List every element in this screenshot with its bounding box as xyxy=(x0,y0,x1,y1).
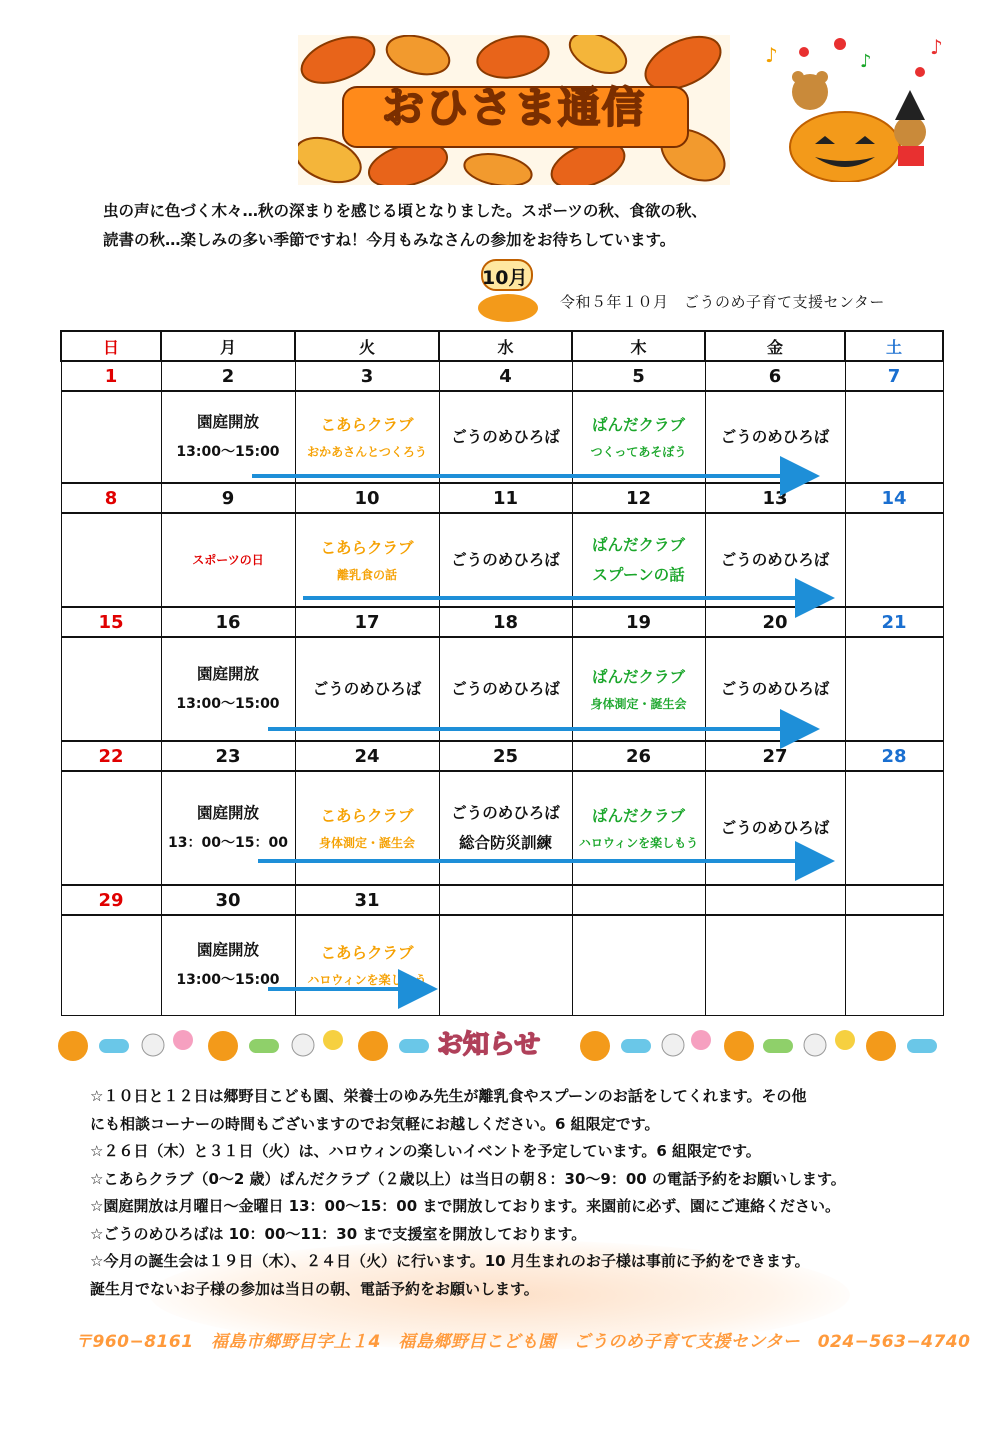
activity-cell xyxy=(61,513,161,607)
date-row xyxy=(61,885,943,915)
candy-icon xyxy=(249,1039,279,1053)
date-cell: 29 xyxy=(61,885,161,915)
activity-cell xyxy=(705,513,845,607)
activity-cell xyxy=(295,915,439,1015)
date-cell: 16 xyxy=(161,607,295,637)
activity-cell xyxy=(161,915,295,1015)
event-label: ごうのめひろば xyxy=(720,428,830,446)
weekday-cell: 日 xyxy=(61,331,161,361)
candy-icon xyxy=(621,1039,651,1053)
pumpkin-icon xyxy=(358,1031,388,1061)
event-label: ごうのめひろば xyxy=(451,428,560,446)
ghost-icon xyxy=(662,1034,684,1056)
pumpkin-icon xyxy=(208,1031,238,1061)
date-cell: 26 xyxy=(572,741,705,771)
date-row xyxy=(61,483,943,513)
lollipop-icon xyxy=(323,1030,343,1050)
event-label: おかあさんとつくろう xyxy=(307,445,427,459)
note-line: ☆１０日と１２日は郷野目こども園、栄養士のゆみ先生が離乳食やスプーンのお話をしてくれます。その他 xyxy=(90,1087,807,1105)
date-cell: 31 xyxy=(295,885,439,915)
event-label: ぱんだクラブ xyxy=(591,807,685,825)
date-cell: 21 xyxy=(845,607,943,637)
page-title: おひさま通信 xyxy=(381,83,646,132)
activity-cell xyxy=(845,513,943,607)
weekday-cell: 月 xyxy=(161,331,295,361)
event-label: つくってあそぼう xyxy=(590,445,687,459)
activity-cell xyxy=(572,391,705,483)
activity-cell xyxy=(572,637,705,741)
date-cell: 23 xyxy=(161,741,295,771)
event-label: 身体測定・誕生会 xyxy=(318,836,415,850)
pumpkin-icon xyxy=(580,1031,610,1061)
date-row xyxy=(61,361,943,391)
event-label: スポーツの日 xyxy=(192,553,264,567)
svg-text:♪: ♪ xyxy=(860,51,872,72)
activity-cell xyxy=(439,771,572,885)
activity-cell xyxy=(705,391,845,483)
weekday-cell: 水 xyxy=(439,331,572,361)
intro-text xyxy=(103,197,863,255)
activity-cell xyxy=(439,513,572,607)
note-line: ☆園庭開放は月曜日～金曜日 13：00～15：00 まで開放しております。来園前に必ず、園にご連絡ください。 xyxy=(90,1197,840,1215)
candy-icon xyxy=(399,1039,429,1053)
activity-row xyxy=(61,771,943,885)
event-label: こあらクラブ xyxy=(320,807,414,825)
activity-cell xyxy=(61,771,161,885)
event-label: ぱんだクラブ xyxy=(591,668,685,686)
intro-line: 読書の秋…楽しみの多い季節ですね！今月もみなさんの参加をお待ちしています。 xyxy=(103,231,676,249)
event-label: ごうのめひろば xyxy=(451,551,560,569)
pumpkin-icon xyxy=(866,1031,896,1061)
note-line: ☆こあらクラブ（0～2 歳）ぱんだクラブ（２歳以上）は当日の朝８：30～9：00 の電話予約をお願いします。 xyxy=(90,1169,846,1188)
date-cell xyxy=(845,885,943,915)
date-cell xyxy=(572,885,705,915)
date-cell: 13 xyxy=(705,483,845,513)
date-cell: 18 xyxy=(439,607,572,637)
date-cell: 28 xyxy=(845,741,943,771)
activity-cell xyxy=(845,637,943,741)
date-cell: 15 xyxy=(61,607,161,637)
date-cell xyxy=(705,885,845,915)
activity-cell xyxy=(161,513,295,607)
activity-cell xyxy=(845,391,943,483)
activity-cell xyxy=(439,391,572,483)
ghost-icon xyxy=(142,1034,164,1056)
date-cell: 10 xyxy=(295,483,439,513)
pumpkin-icon xyxy=(724,1031,754,1061)
activity-cell xyxy=(61,391,161,483)
bear-pumpkin-illustration xyxy=(760,32,950,182)
svg-text:♪: ♪ xyxy=(765,43,778,67)
weekday-cell: 土 xyxy=(845,331,943,361)
ghost-icon xyxy=(804,1034,826,1056)
event-label: ハロウィンを楽しもう xyxy=(307,973,427,988)
event-label: ぱんだクラブ xyxy=(591,416,685,434)
event-label: 13:00～15:00 xyxy=(176,444,280,460)
event-label: スプーンの話 xyxy=(592,566,685,584)
date-cell: 6 xyxy=(705,361,845,391)
lollipop-icon xyxy=(835,1030,855,1050)
date-cell: 20 xyxy=(705,607,845,637)
activity-cell xyxy=(705,637,845,741)
activity-cell xyxy=(572,915,705,1015)
date-cell: 2 xyxy=(161,361,295,391)
activity-cell xyxy=(845,915,943,1015)
event-label: ごうのめひろば xyxy=(720,819,830,837)
event-label: 園庭開放 xyxy=(196,804,259,822)
date-cell: 5 xyxy=(572,361,705,391)
date-cell: 12 xyxy=(572,483,705,513)
event-label: こあらクラブ xyxy=(320,416,414,434)
ghost-icon xyxy=(292,1034,314,1056)
issue-line: 令和５年１０月 ごうのめ子育て支援センター xyxy=(560,293,885,311)
date-cell: 7 xyxy=(845,361,943,391)
date-cell: 3 xyxy=(295,361,439,391)
footer-address: 〒960−8161 福島市郷野目字上１4 福島郷野目こども園 ごうのめ子育て支援センター 024−563−4740 xyxy=(75,1332,971,1352)
activity-row xyxy=(61,513,943,607)
event-label: 園庭開放 xyxy=(196,665,259,683)
date-cell: 22 xyxy=(61,741,161,771)
event-label: ごうのめひろば xyxy=(720,680,830,698)
event-label: こあらクラブ xyxy=(320,944,414,963)
activity-cell xyxy=(295,637,439,741)
activity-cell xyxy=(572,513,705,607)
date-cell: 17 xyxy=(295,607,439,637)
activity-cell xyxy=(161,771,295,885)
date-row xyxy=(61,741,943,771)
note-line: ☆２６日（木）と３１日（火）は、ハロウィンの楽しいイベントを予定しています。6 組限定です。 xyxy=(90,1142,761,1160)
activity-cell xyxy=(161,391,295,483)
event-label: 13:00～15:00 xyxy=(176,972,280,989)
activity-cell xyxy=(61,915,161,1015)
date-cell: 14 xyxy=(845,483,943,513)
activity-cell xyxy=(705,915,845,1015)
event-label: 園庭開放 xyxy=(196,941,259,960)
event-label: 園庭開放 xyxy=(196,413,259,431)
activity-cell xyxy=(61,637,161,741)
date-cell: 19 xyxy=(572,607,705,637)
event-label: ごうのめひろば xyxy=(720,551,830,569)
event-label: ハロウィンを楽しもう xyxy=(578,836,699,850)
event-label: こあらクラブ xyxy=(320,539,414,557)
title-banner xyxy=(298,35,730,185)
date-cell: 8 xyxy=(61,483,161,513)
candy-icon xyxy=(763,1039,793,1053)
date-cell: 11 xyxy=(439,483,572,513)
event-label: 13:00～15:00 xyxy=(176,696,280,712)
date-cell xyxy=(439,885,572,915)
event-label: ぱんだクラブ xyxy=(591,536,685,554)
event-label: 13：00～15：00 xyxy=(168,835,288,851)
event-label: 離乳食の話 xyxy=(336,568,397,582)
notes xyxy=(90,1083,960,1303)
candy-icon xyxy=(99,1039,129,1053)
activity-cell xyxy=(439,637,572,741)
activity-row xyxy=(61,915,943,1015)
calendar xyxy=(60,330,944,1016)
event-label: ごうのめひろば xyxy=(451,680,560,698)
lollipop-icon xyxy=(173,1030,193,1050)
note-line: 誕生月でないお子様の参加は当日の朝、電話予約をお願いします。 xyxy=(90,1279,539,1298)
note-line: ☆ごうのめひろばは 10：00～11：30 まで支援室を開放しております。 xyxy=(90,1224,587,1243)
event-label: ごうのめひろば xyxy=(312,680,422,698)
activity-row xyxy=(61,637,943,741)
date-cell: 30 xyxy=(161,885,295,915)
activity-cell xyxy=(295,771,439,885)
candy-icon xyxy=(907,1039,937,1053)
activity-cell xyxy=(295,391,439,483)
weekday-header-row xyxy=(61,331,943,361)
event-label: ごうのめひろば xyxy=(451,804,560,822)
date-row xyxy=(61,607,943,637)
date-cell: 27 xyxy=(705,741,845,771)
intro-line: 虫の声に色づく木々…秋の深まりを感じる頃となりました。スポーツの秋、食欲の秋、 xyxy=(103,202,707,220)
svg-text:♪: ♪ xyxy=(930,35,943,59)
activity-cell xyxy=(845,771,943,885)
date-cell: 24 xyxy=(295,741,439,771)
event-label: 身体測定・誕生会 xyxy=(590,697,687,711)
activity-cell xyxy=(295,513,439,607)
weekday-cell: 火 xyxy=(295,331,439,361)
note-line: ☆今月の誕生会は１９日（木）、２４日（火）に行います。10 月生まれのお子様は事前に予約をできます。 xyxy=(90,1252,810,1270)
date-cell: 9 xyxy=(161,483,295,513)
weekday-cell: 金 xyxy=(705,331,845,361)
pumpkin-icon xyxy=(58,1031,88,1061)
note-line: にも相談コーナーの時間もございますのでお気軽にお越しください。6 組限定です。 xyxy=(90,1114,660,1133)
date-cell: 25 xyxy=(439,741,572,771)
weekday-cell: 木 xyxy=(572,331,705,361)
month-badge: 10月 xyxy=(482,267,528,289)
lollipop-icon xyxy=(691,1030,711,1050)
activity-cell xyxy=(705,771,845,885)
activity-cell xyxy=(161,637,295,741)
activity-cell xyxy=(439,915,572,1015)
date-cell: 4 xyxy=(439,361,572,391)
date-cell: 1 xyxy=(61,361,161,391)
activity-row xyxy=(61,391,943,483)
event-label: 総合防災訓練 xyxy=(458,834,552,852)
notice-title: お知らせ xyxy=(437,1030,541,1060)
activity-cell xyxy=(572,771,705,885)
